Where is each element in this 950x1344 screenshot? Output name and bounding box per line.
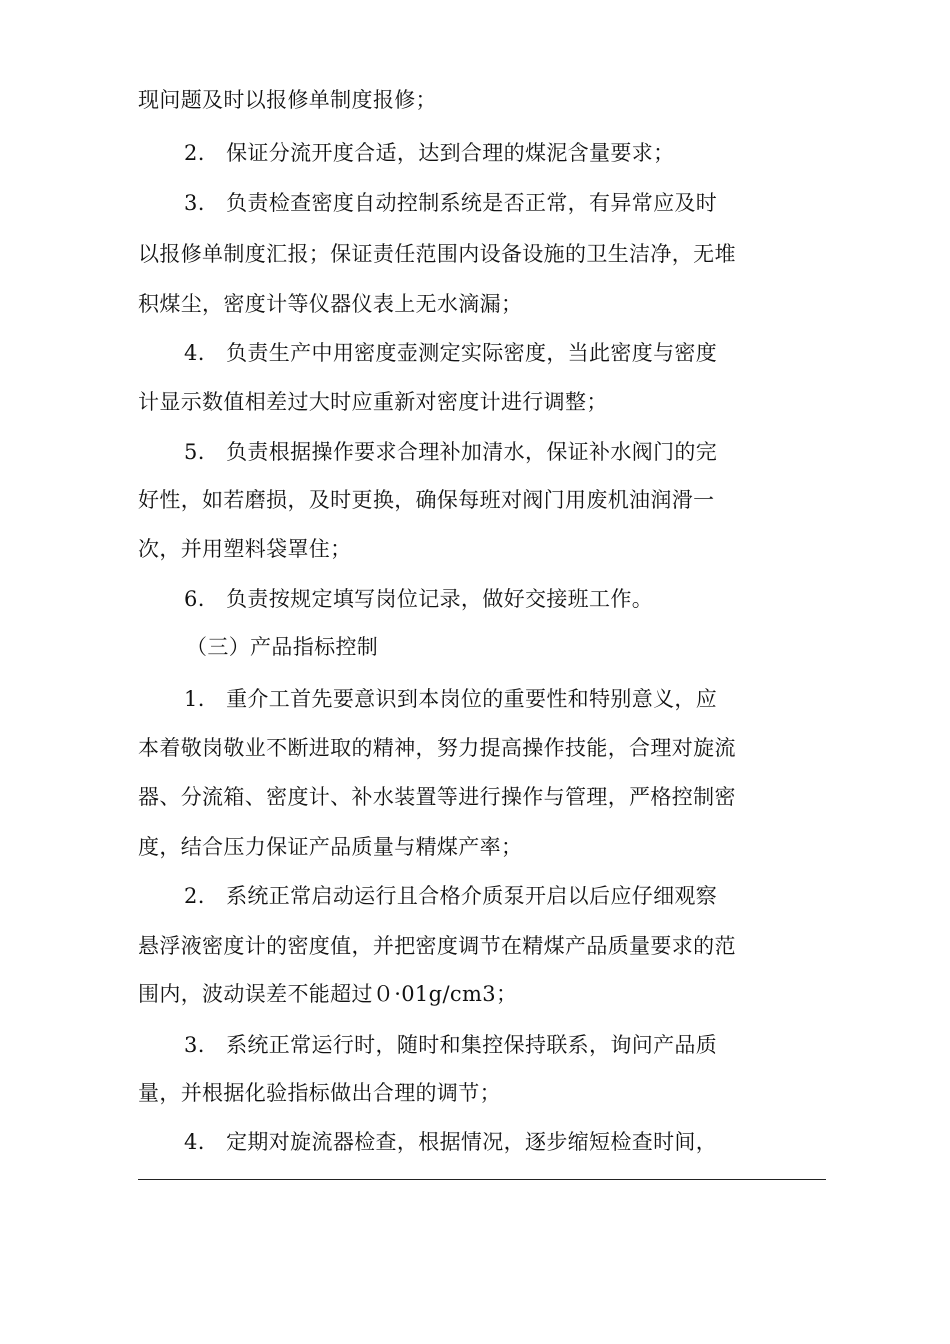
text-line-18: 悬浮液密度计的密度值，并把密度调节在精煤产品质量要求的范 — [138, 934, 736, 958]
text-line-7: 计显示数值相差过大时应重新对密度计进行调整； — [138, 390, 608, 414]
text-line-11: 6. 负责按规定填写岗位记录，做好交接班工作。 — [184, 587, 654, 611]
text-line-4: 以报修单制度汇报；保证责任范围内设备设施的卫生洁净，无堆 — [138, 242, 736, 266]
text-line-10: 次，并用塑料袋罩住； — [138, 537, 352, 561]
text-line-1: 现问题及时以报修单制度报修； — [138, 88, 437, 112]
text-line-22: 4. 定期对旋流器检查，根据情况，逐步缩短检查时间， — [184, 1130, 718, 1154]
text-line-20: 3. 系统正常运行时，随时和集控保持联系，询问产品质 — [184, 1033, 718, 1057]
text-line-3: 3. 负责检查密度自动控制系统是否正常，有异常应及时 — [184, 191, 718, 215]
footer-rule — [138, 1179, 826, 1180]
text-line-19: 围内，波动误差不能超过０·01g/cm3； — [138, 982, 518, 1006]
text-line-13: 1. 重介工首先要意识到本岗位的重要性和特别意义，应 — [184, 687, 718, 711]
section-heading: （三）产品指标控制 — [186, 635, 379, 659]
text-line-5: 积煤尘，密度计等仪器仪表上无水滴漏； — [138, 292, 523, 316]
text-line-9: 好性，如若磨损，及时更换，确保每班对阀门用废机油润滑一 — [138, 488, 715, 512]
text-line-21: 量，并根据化验指标做出合理的调节； — [138, 1081, 501, 1105]
text-line-17: 2. 系统正常启动运行且合格介质泵开启以后应仔细观察 — [184, 884, 718, 908]
text-line-16: 度，结合压力保证产品质量与精煤产率； — [138, 835, 523, 859]
text-line-15: 器、分流箱、密度计、补水装置等进行操作与管理，严格控制密 — [138, 785, 736, 809]
text-line-8: 5. 负责根据操作要求合理补加清水，保证补水阀门的完 — [184, 440, 718, 464]
text-line-6: 4. 负责生产中用密度壶测定实际密度，当此密度与密度 — [184, 341, 718, 365]
text-line-14: 本着敬岗敬业不断进取的精神，努力提高操作技能，合理对旋流 — [138, 736, 736, 760]
text-line-2: 2. 保证分流开度合适，达到合理的煤泥含量要求； — [184, 141, 675, 165]
